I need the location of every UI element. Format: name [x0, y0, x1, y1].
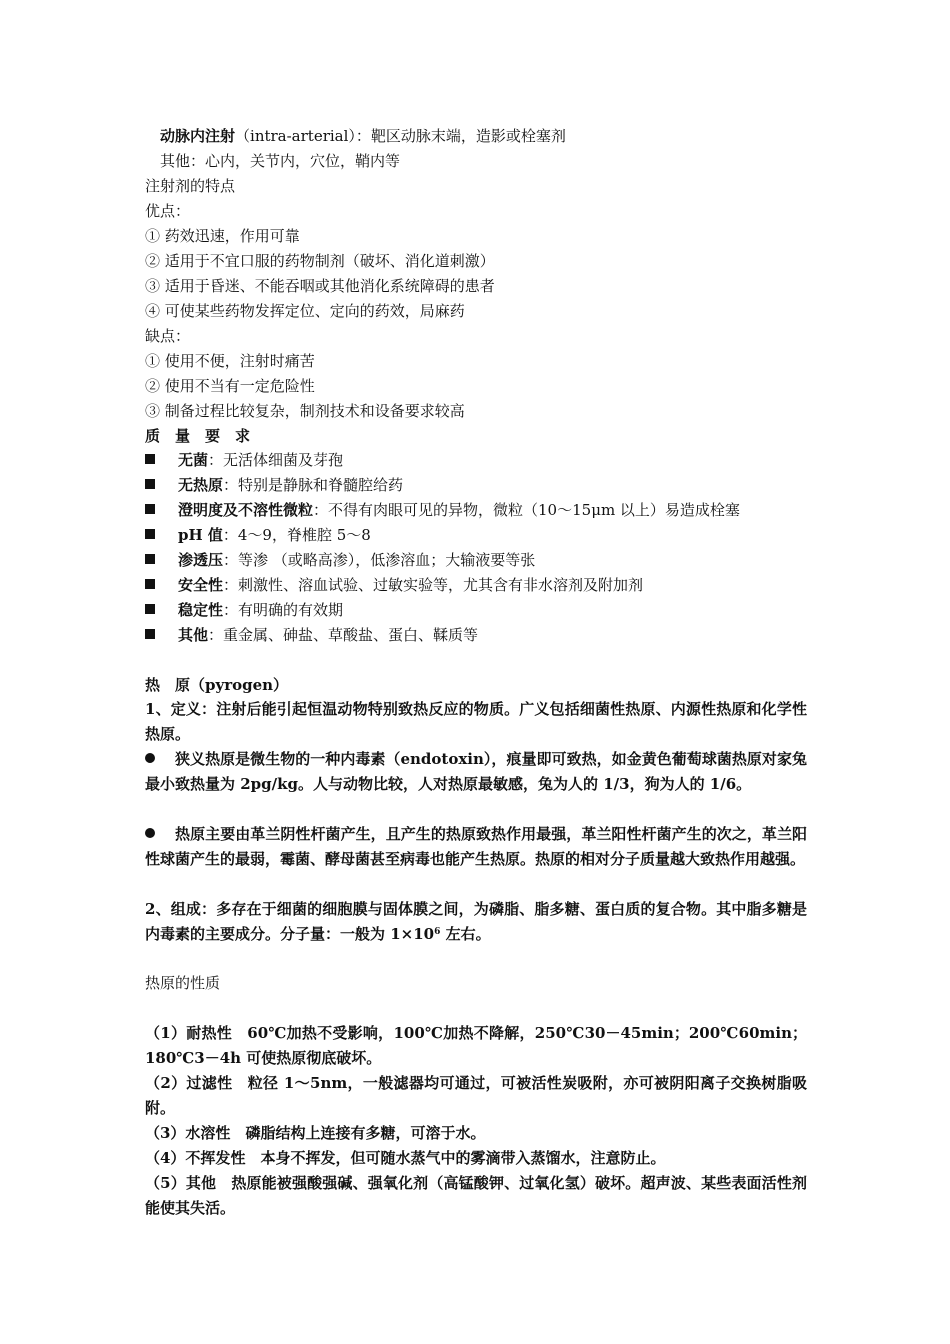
pyrogen-bullet	[145, 747, 807, 797]
square-bullet-icon	[145, 504, 155, 514]
quality-item-text: ：不得有肉眼可见的异物，微粒（10～15μm 以上）易造成栓塞	[313, 501, 740, 519]
quality-heading: 质 量 要 求	[145, 427, 251, 445]
square-bullet-icon	[145, 554, 155, 564]
quality-item-label: 无热原	[178, 476, 224, 494]
property-item: （5）其他 热原能被强酸强碱、强氧化剂（高锰酸钾、过氧化氢）破坏。超声波、某些表面活性剂能使其失活。	[145, 1174, 807, 1217]
other-routes-line: 其他：心内，关节内，穴位，鞘内等	[160, 152, 401, 170]
round-bullet-icon	[145, 753, 155, 763]
intra-arterial-desc: （intra-arterial）：靶区动脉末端，造影或栓塞剂	[235, 127, 566, 145]
cons-item: ③ 制备过程比较复杂，制剂技术和设备要求较高	[145, 402, 465, 420]
pros-item: ③ 适用于昏迷、不能吞咽或其他消化系统障碍的患者	[145, 277, 495, 295]
cons-item: ① 使用不便，注射时痛苦	[145, 352, 315, 370]
square-bullet-icon	[145, 529, 155, 539]
cons-item: ② 使用不当有一定危险性	[145, 377, 315, 395]
pyrogen-definition: 1、定义：注射后能引起恒温动物特别致热反应的物质。广义包括细菌性热原、内源性热原和化学性热原。	[145, 700, 807, 743]
pyrogen-composition	[145, 897, 807, 947]
intra-arterial-term: 动脉内注射	[160, 127, 236, 145]
quality-item-label: 渗透压	[178, 551, 224, 569]
square-bullet-icon	[145, 604, 155, 614]
features-heading: 注射剂的特点	[145, 177, 236, 195]
quality-item-text: ：无活体细菌及芽孢	[208, 451, 344, 469]
pyrogen-heading: 热 原（pyrogen）	[145, 676, 289, 694]
quality-item-label: 澄明度及不溶性微粒	[178, 501, 314, 519]
round-bullet-icon	[145, 828, 155, 838]
pros-item: ② 适用于不宜口服的药物制剂（破坏、消化道刺激）	[145, 252, 495, 270]
square-bullet-icon	[145, 579, 155, 589]
quality-item-text: ：有明确的有效期	[223, 601, 344, 619]
pyrogen-bullet-text: 热原主要由革兰阴性杆菌产生，且产生的热原致热作用最强，革兰阳性杆菌产生的次之，革兰阳性球菌产生的最弱，霉菌、酵母菌甚至病毒也能产生热原。热原的相对分子质量越大致热作用越强。	[145, 825, 807, 868]
square-bullet-icon	[145, 454, 155, 464]
composition-exponent: 6	[434, 927, 441, 937]
quality-item-text: ：刺激性、溶血试验、过敏实验等，尤其含有非水溶剂及附加剂	[223, 576, 644, 594]
square-bullet-icon	[145, 479, 155, 489]
square-bullet-icon	[145, 629, 155, 639]
quality-item-text: ：等渗 （或略高渗），低渗溶血；大输液要等张	[223, 551, 536, 569]
pros-item: ④ 可使某些药物发挥定位、定向的药效，局麻药	[145, 302, 465, 320]
property-item: （1）耐热性 60℃加热不受影响，100℃加热不降解，250℃30－45min；200℃60min；180℃3－4h 可使热原彻底破坏。	[145, 1024, 807, 1067]
quality-item-label: pH 值	[178, 526, 223, 544]
property-item: （2）过滤性 粒径 1～5nm，一般滤器均可通过，可被活性炭吸附，亦可被阴阳离子交换树脂吸附。	[145, 1074, 807, 1117]
quality-item-label: 稳定性	[178, 601, 224, 619]
quality-item-text: ：4～9，脊椎腔 5～8	[222, 526, 371, 544]
quality-item-label: 无菌	[178, 451, 209, 469]
quality-item-text: ：重金属、砷盐、草酸盐、蛋白、鞣质等	[208, 626, 479, 644]
pros-label: 优点：	[145, 202, 191, 220]
quality-item-text: ：特别是静脉和脊髓腔给药	[223, 476, 404, 494]
property-item: （3）水溶性 磷脂结构上连接有多糖，可溶于水。	[145, 1124, 486, 1142]
quality-item-label: 其他	[178, 626, 209, 644]
property-item: （4）不挥发性 本身不挥发，但可随水蒸气中的雾滴带入蒸馏水，注意防止。	[145, 1149, 666, 1167]
intra-arterial-line	[160, 126, 566, 146]
cons-label: 缺点：	[145, 327, 191, 345]
quality-item-label: 安全性	[178, 576, 224, 594]
composition-text: 2、组成：多存在于细菌的细胞膜与固体膜之间，为磷脂、脂多糖、蛋白质的复合物。其中脂多糖是内毒素的主要成分。分子量：一般为 1×10	[145, 900, 807, 943]
pyrogen-bullet	[145, 822, 807, 872]
composition-tail: 左右。	[440, 925, 491, 943]
properties-heading: 热原的性质	[145, 974, 221, 992]
pyrogen-bullet-text: 狭义热原是微生物的一种内毒素（endotoxin），痕量即可致热，如金黄色葡萄球菌热原对家兔最小致热量为 2pg/kg。人与动物比较，人对热原最敏感，兔为人的 1/3，狗为人的 1/6。	[145, 750, 807, 793]
pros-item: ① 药效迅速，作用可靠	[145, 227, 300, 245]
